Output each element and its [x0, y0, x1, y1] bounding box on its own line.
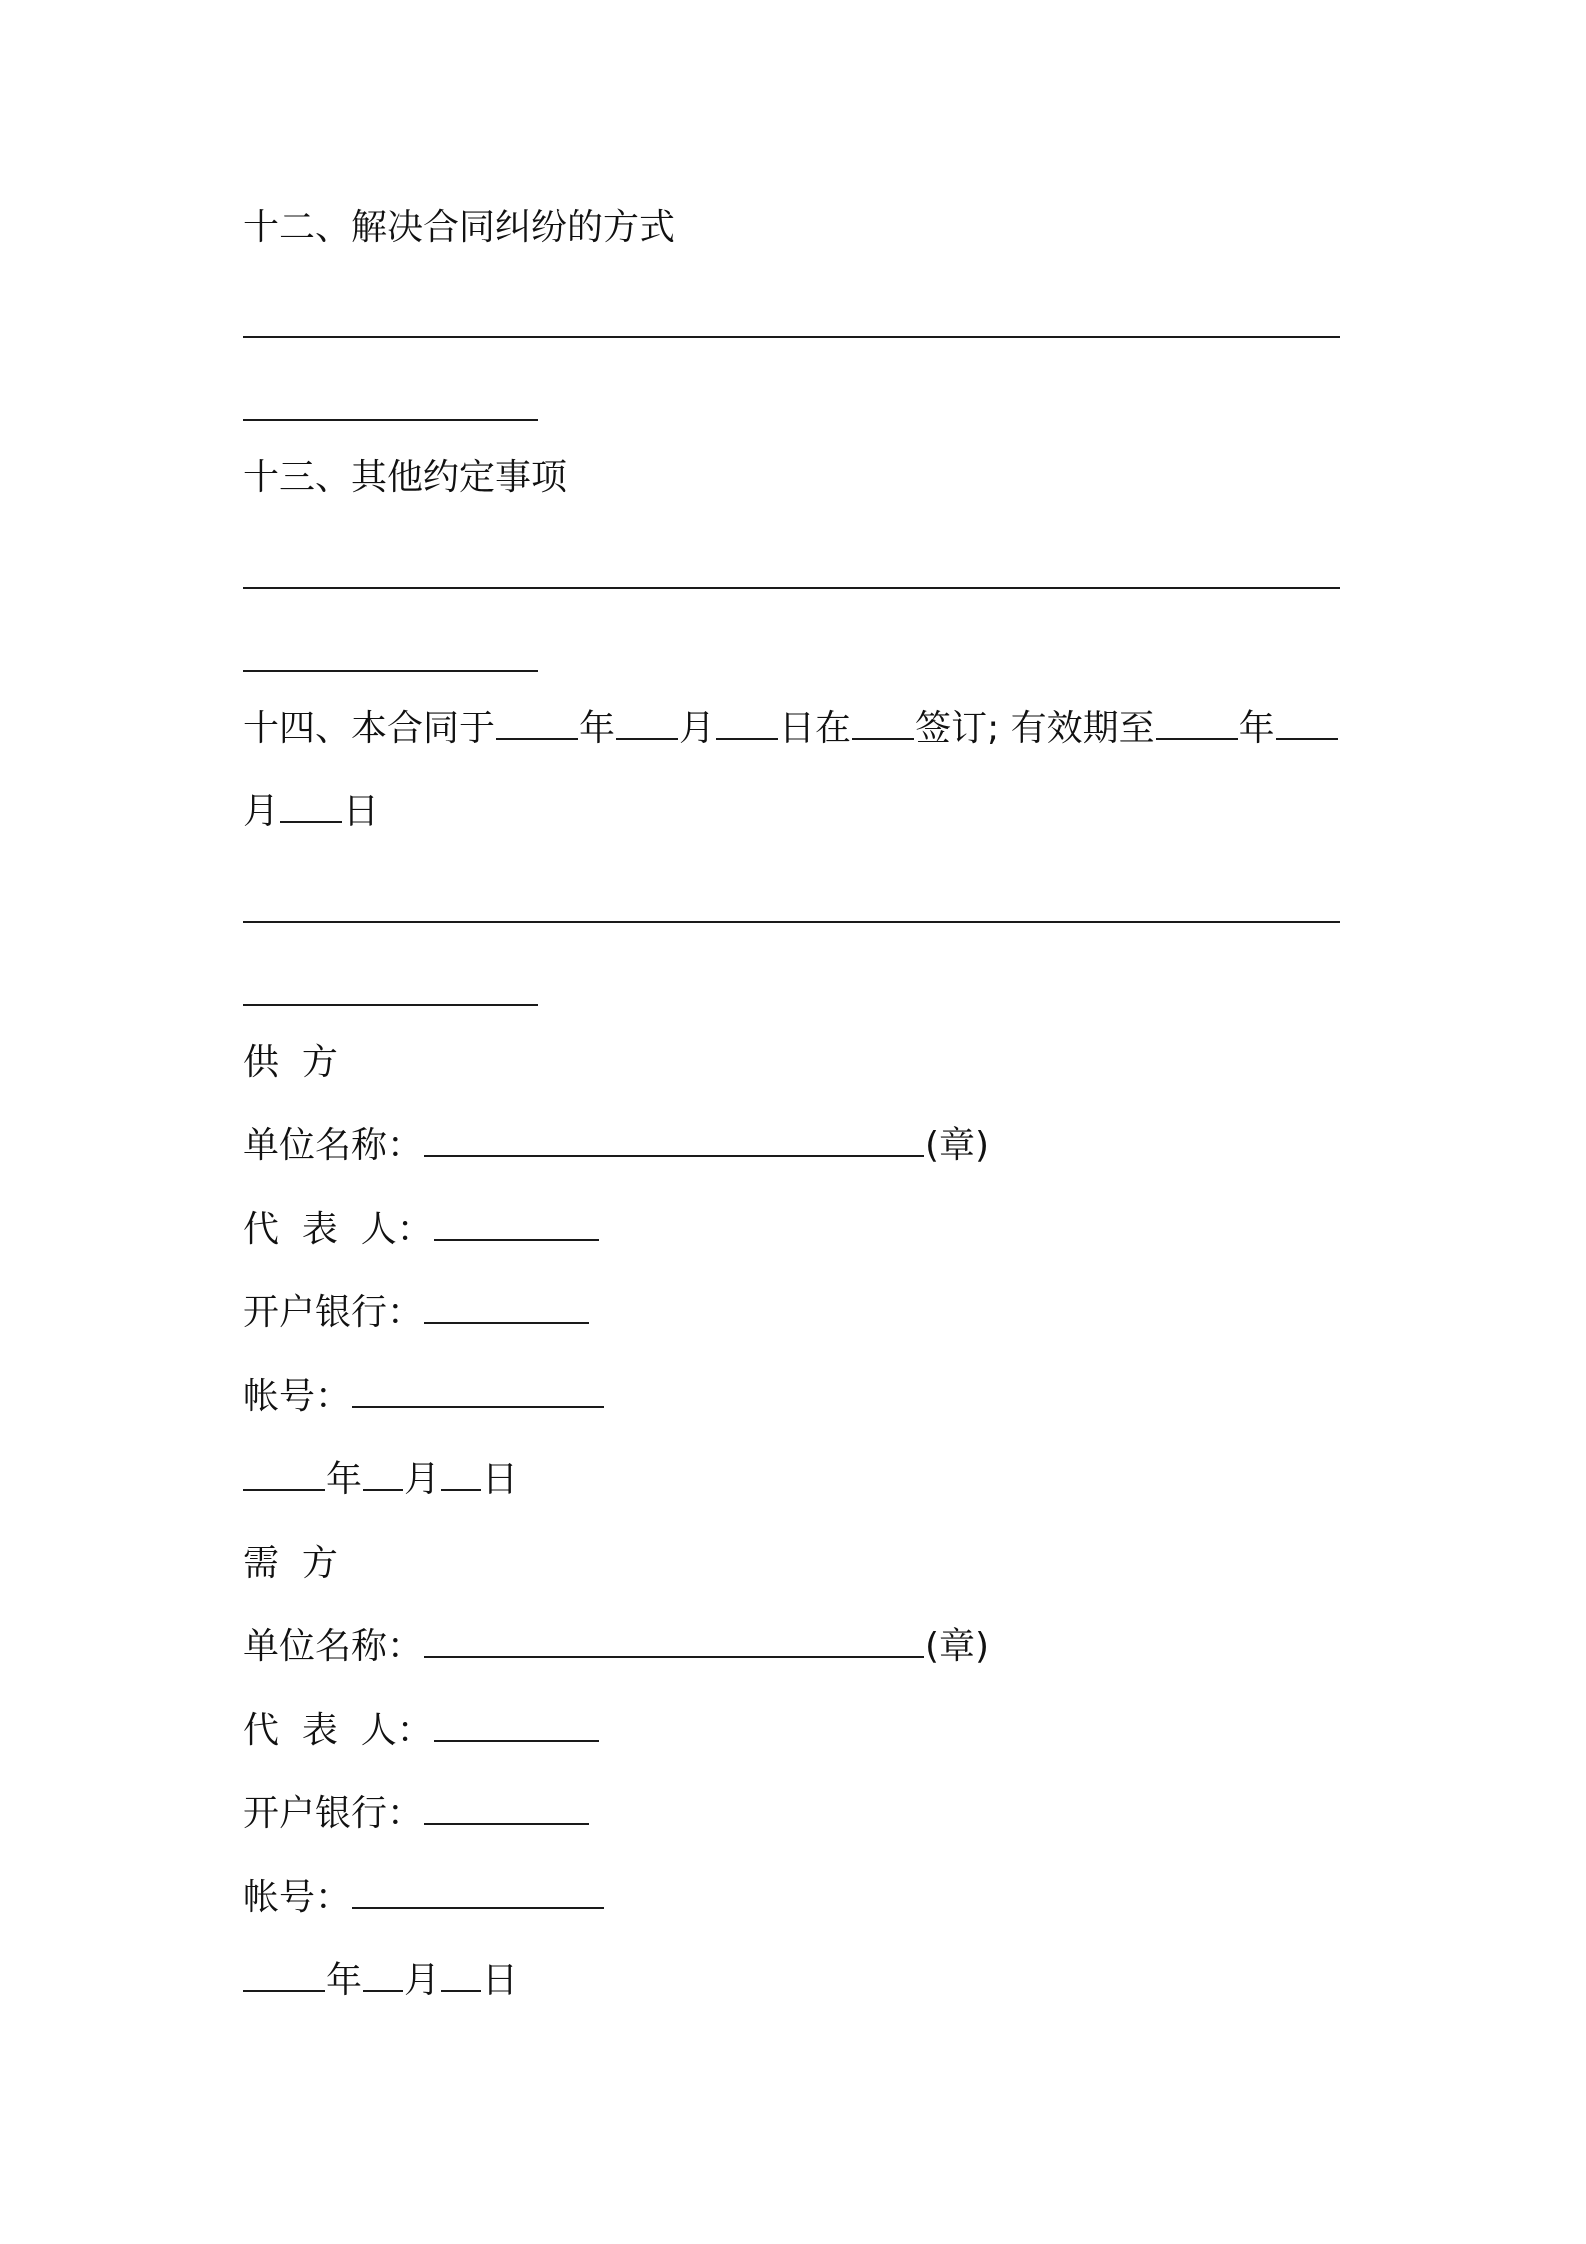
buyer-unit-row: [243, 1625, 989, 1669]
supplier-day-label: 日: [482, 1459, 519, 1500]
day-place-label: 日在: [779, 708, 852, 749]
supplier-unit-label: 单位名称：: [243, 1125, 424, 1166]
supplier-unit-row: [243, 1124, 989, 1168]
buyer-rep-label: 代 表 人：: [243, 1710, 433, 1751]
section-12-fill-line-1[interactable]: [243, 336, 1340, 338]
buyer-account-label: 帐号：: [243, 1877, 352, 1918]
buyer-month-label: 月: [404, 1960, 441, 2001]
section-14-continuation: [243, 790, 379, 834]
section-12-fill-line-2[interactable]: [243, 419, 538, 421]
supplier-day-blank[interactable]: [441, 1459, 481, 1491]
valid-month-blank[interactable]: [1276, 708, 1338, 740]
month-label: 月: [679, 708, 716, 749]
buyer-day-blank[interactable]: [441, 1960, 481, 1992]
section-12-title: 十二、解决合同纠纷的方式: [243, 207, 676, 248]
supplier-bank-label: 开户银行：: [243, 1292, 424, 1333]
supplier-account-row: [243, 1375, 605, 1419]
supplier-date-row: [243, 1458, 518, 1502]
buyer-heading: 需 方: [243, 1543, 338, 1584]
section-14-part1: 十四、本合同于: [243, 708, 496, 749]
section-13-title: 十三、其他约定事项: [243, 457, 568, 498]
buyer-day-label: 日: [482, 1960, 519, 2001]
buyer-seal-label: (章): [925, 1626, 990, 1667]
valid-day-label: 日: [343, 791, 380, 832]
sign-place-blank[interactable]: [852, 708, 914, 740]
section-14-text: [243, 707, 1339, 751]
sign-month-blank[interactable]: [616, 708, 678, 740]
year-label: 年: [579, 708, 616, 749]
sign-day-blank[interactable]: [716, 708, 778, 740]
buyer-bank-row: [243, 1792, 590, 1836]
supplier-year-label: 年: [326, 1459, 363, 1500]
signed-validity-label: 签订; 有效期至: [915, 708, 1155, 749]
supplier-account-blank[interactable]: [352, 1376, 604, 1408]
buyer-bank-label: 开户银行：: [243, 1793, 424, 1834]
valid-day-blank[interactable]: [280, 791, 342, 823]
section-13-fill-line-1[interactable]: [243, 587, 1340, 589]
supplier-month-label: 月: [404, 1459, 441, 1500]
supplier-month-blank[interactable]: [363, 1459, 403, 1491]
supplier-bank-row: [243, 1291, 590, 1335]
buyer-unit-blank[interactable]: [424, 1626, 924, 1658]
supplier-seal-label: (章): [925, 1125, 990, 1166]
buyer-bank-blank[interactable]: [424, 1793, 589, 1825]
section-13-fill-line-2[interactable]: [243, 670, 538, 672]
valid-year-label: 年: [1238, 708, 1275, 749]
section-14-fill-line-1[interactable]: [243, 921, 1340, 923]
buyer-month-blank[interactable]: [363, 1960, 403, 1992]
supplier-rep-label: 代 表 人：: [243, 1209, 433, 1250]
supplier-rep-row: [243, 1208, 600, 1252]
valid-month-label: 月: [243, 791, 280, 832]
buyer-date-row: [243, 1959, 518, 2003]
supplier-bank-blank[interactable]: [424, 1292, 589, 1324]
buyer-account-row: [243, 1876, 605, 1920]
buyer-year-label: 年: [326, 1960, 363, 2001]
supplier-unit-blank[interactable]: [424, 1125, 924, 1157]
valid-year-blank[interactable]: [1156, 708, 1238, 740]
section-14-fill-line-2[interactable]: [243, 1004, 538, 1006]
supplier-account-label: 帐号：: [243, 1376, 352, 1417]
buyer-account-blank[interactable]: [352, 1877, 604, 1909]
sign-year-blank[interactable]: [496, 708, 578, 740]
buyer-year-blank[interactable]: [243, 1960, 325, 1992]
buyer-rep-blank[interactable]: [434, 1710, 599, 1742]
buyer-rep-row: [243, 1709, 600, 1753]
buyer-unit-label: 单位名称：: [243, 1626, 424, 1667]
supplier-year-blank[interactable]: [243, 1459, 325, 1491]
supplier-heading: 供 方: [243, 1042, 338, 1083]
supplier-rep-blank[interactable]: [434, 1209, 599, 1241]
